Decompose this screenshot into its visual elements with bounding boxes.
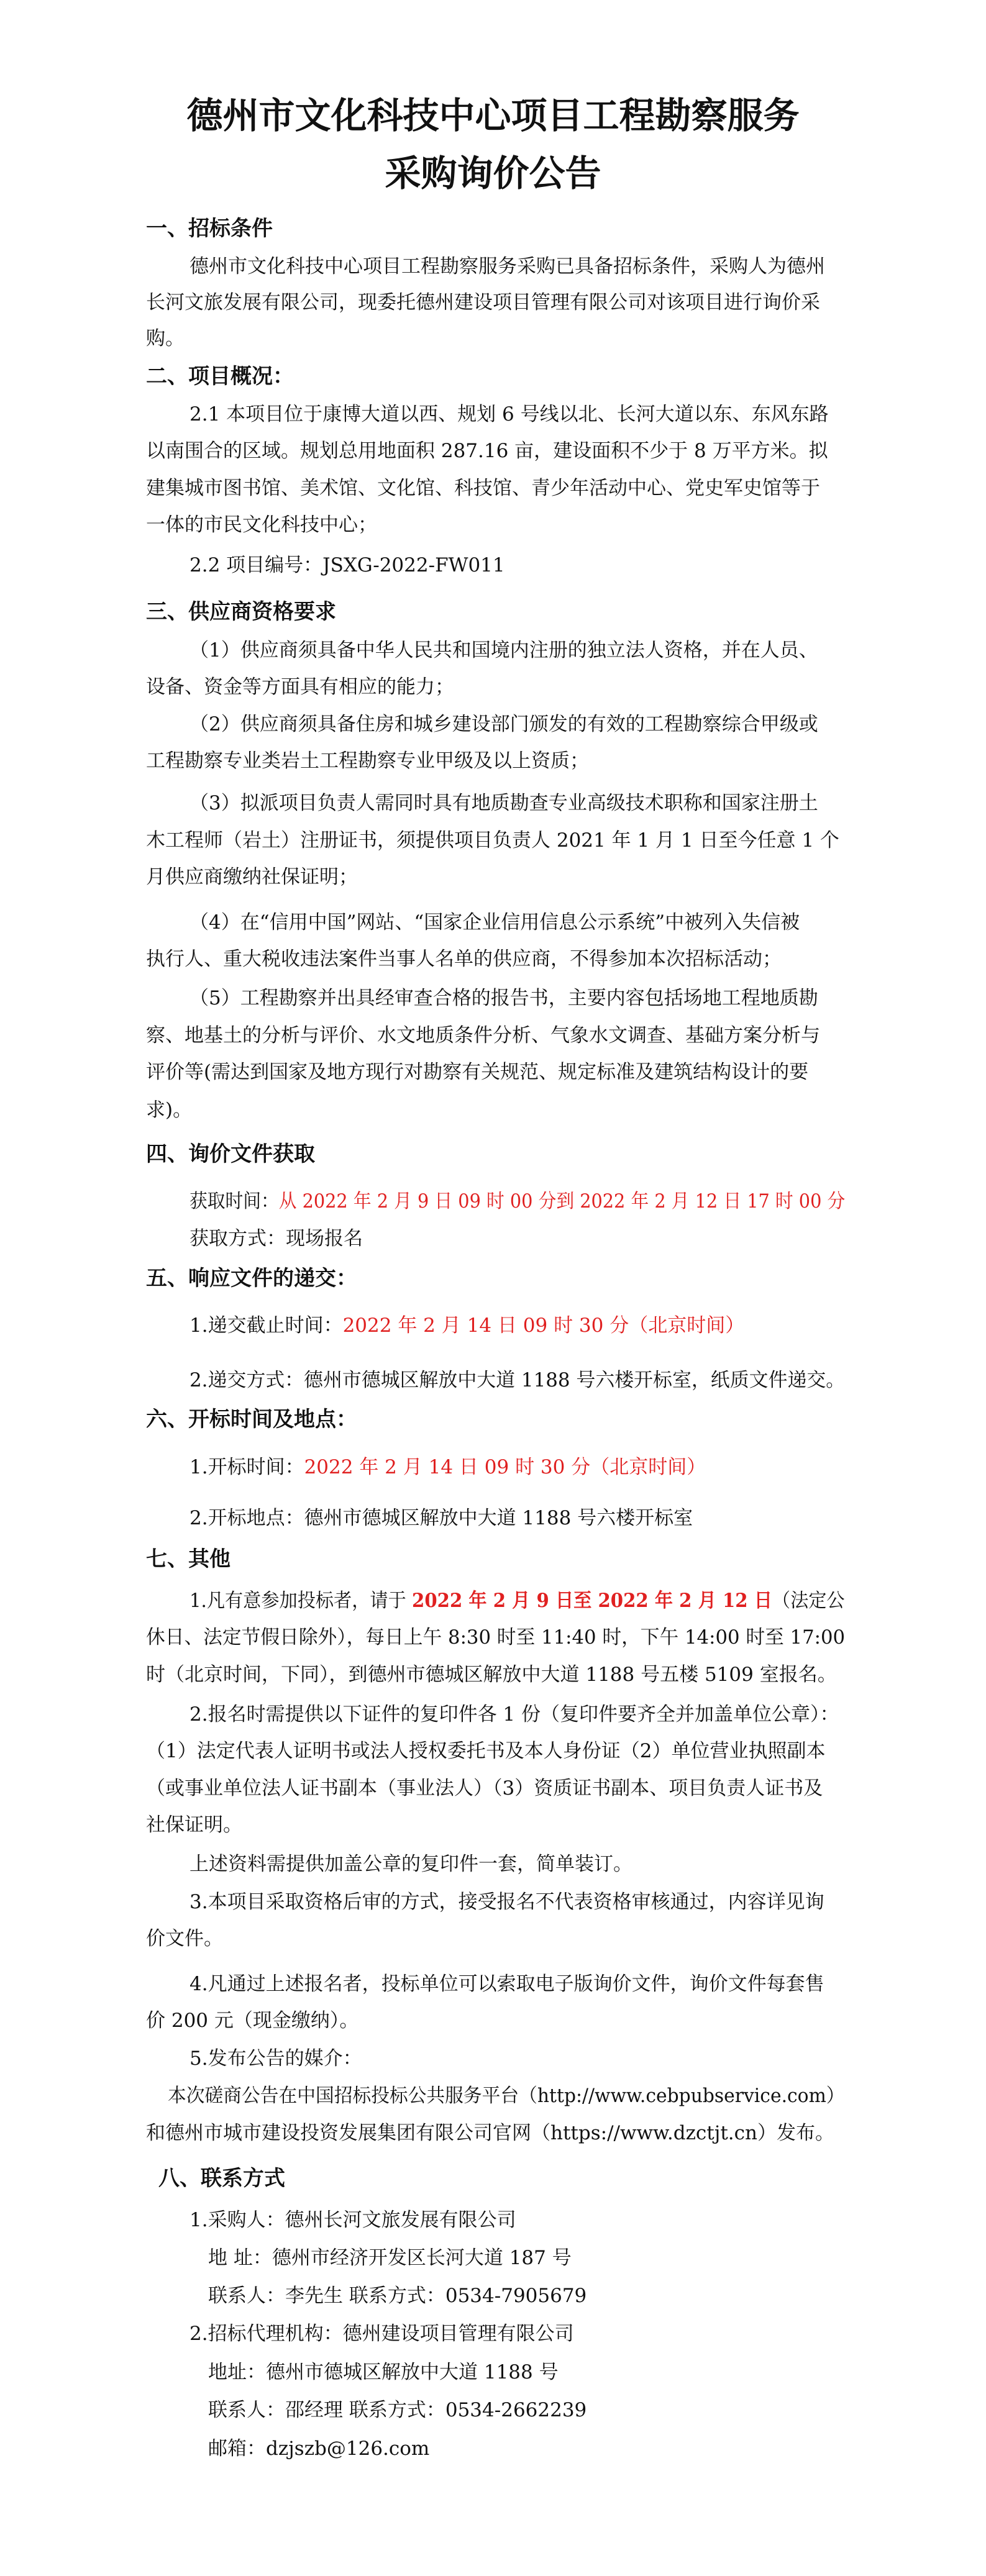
s3-text: 评价等(需达到国家及地方现行对勘察有关规范、规定标准及建筑结构设计的要 bbox=[146, 1061, 809, 1083]
s3-text: 设备、资金等方面具有相应的能力； bbox=[146, 676, 454, 698]
s7-text: 4.凡通过上述报名者，投标单位可以索取电子版询价文件，询价文件每套售 bbox=[189, 1973, 824, 1995]
section-3-heading: 三、供应商资格要求 bbox=[146, 599, 336, 624]
section-1-heading: 一、招标条件 bbox=[146, 216, 273, 241]
s3-text: 求)。 bbox=[146, 1099, 193, 1121]
s1-text: 长河文旅发展有限公司，现委托德州建设项目管理有限公司对该项目进行询价采 bbox=[146, 291, 820, 314]
s7-text: （1）法定代表人证明书或法人授权委托书及本人身份证（2）单位营业执照副本 bbox=[146, 1740, 826, 1762]
s3-text: 工程勘察专业类岩土工程勘察专业甲级及以上资质； bbox=[146, 750, 589, 772]
opening-time bbox=[189, 1454, 706, 1481]
section-8-heading: 八、联系方式 bbox=[158, 2166, 285, 2191]
submission-deadline-value: 2022 年 2 月 14 日 09 时 30 分（北京时间） bbox=[342, 1314, 745, 1337]
s3-text: 月供应商缴纳社保证明； bbox=[146, 866, 358, 888]
title-line-1: 德州市文化科技中心项目工程勘察服务 bbox=[186, 94, 800, 137]
s7-text: 5.发布公告的媒介： bbox=[189, 2047, 362, 2070]
buyer: 1.采购人：德州长河文旅发展有限公司 bbox=[189, 2209, 516, 2231]
agent-contact: 联系人：邵经理 联系方式：0534-2662239 bbox=[208, 2399, 587, 2421]
opening-location: 2.开标地点：德州市德城区解放中大道 1188 号六楼开标室 bbox=[189, 1507, 693, 1529]
opening-time-value: 2022 年 2 月 14 日 09 时 30 分（北京时间） bbox=[304, 1456, 706, 1478]
s3-text: 察、地基土的分析与评价、水文地质条件分析、气象水文调查、基础方案分析与 bbox=[146, 1024, 820, 1047]
section-7-heading: 七、其他 bbox=[146, 1547, 231, 1572]
title-line-2: 采购询价公告 bbox=[385, 152, 601, 194]
registration-text: （法定公 bbox=[772, 1590, 845, 1612]
s3-text: 执行人、重大税收违法案件当事人名单的供应商，不得参加本次招标活动； bbox=[146, 948, 782, 970]
agent: 2.招标代理机构：德州建设项目管理有限公司 bbox=[189, 2323, 574, 2345]
acquisition-method: 获取方式：现场报名 bbox=[189, 1227, 363, 1250]
s3-text: （3）拟派项目负责人需同时具有地质勘查专业高级技术职称和国家注册土 bbox=[189, 792, 818, 814]
s7-text: 2.报名时需提供以下证件的复印件各 1 份（复印件要齐全并加盖单位公章）： bbox=[189, 1703, 839, 1726]
s7-text: 休日、法定节假日除外），每日上午 8:30 时至 11:40 时，下午 14:00 时至 17:00 bbox=[146, 1626, 846, 1649]
s7-text: 上述资料需提供加盖公章的复印件一套，简单装订。 bbox=[189, 1853, 632, 1875]
agent-address: 地址：德州市德城区解放中大道 1188 号 bbox=[208, 2361, 559, 2383]
s3-text: 木工程师（岩土）注册证书，须提供项目负责人 2021 年 1 月 1 日至今任意 1 个 bbox=[146, 829, 839, 852]
submission-deadline-label: 1.递交截止时间： bbox=[189, 1314, 343, 1337]
buyer-contact: 联系人：李先生 联系方式：0534-7905679 bbox=[208, 2285, 587, 2307]
section-2-heading: 二、项目概况： bbox=[146, 364, 294, 389]
s7-text: 价文件。 bbox=[146, 1927, 223, 1950]
submission-deadline bbox=[189, 1312, 744, 1339]
s1-text: 德州市文化科技中心项目工程勘察服务采购已具备招标条件，采购人为德州 bbox=[189, 255, 825, 278]
s1-text: 购。 bbox=[146, 327, 185, 350]
buyer-address: 地 址：德州市经济开发区长河大道 187 号 bbox=[208, 2247, 572, 2269]
registration-dates: 2022 年 2 月 9 日至 2022 年 2 月 12 日 bbox=[412, 1590, 772, 1612]
s3-text: （4）在“信用中国”网站、“国家企业信用信息公示系统”中被列入失信被 bbox=[189, 911, 800, 934]
s7-text: 价 200 元（现金缴纳）。 bbox=[146, 2009, 359, 2032]
section-6-heading: 六、开标时间及地点： bbox=[146, 1407, 357, 1432]
registration-period bbox=[189, 1587, 845, 1614]
s3-text: （2）供应商须具备住房和城乡建设部门颁发的有效的工程勘察综合甲级或 bbox=[189, 713, 818, 735]
s3-text: （5）工程勘察并出具经审查合格的报告书，主要内容包括场地工程地质勘 bbox=[189, 987, 818, 1009]
s7-text: 3.本项目采取资格后审的方式，接受报名不代表资格审核通过，内容详见询 bbox=[189, 1891, 824, 1913]
s2-text: 2.1 本项目位于康博大道以西、规划 6 号线以北、长河大道以东、东风东路 bbox=[189, 403, 829, 426]
s3-text: （1）供应商须具备中华人民共和国境内注册的独立法人资格，并在人员、 bbox=[189, 639, 818, 662]
s7-text: 和德州市城市建设投资发展集团有限公司官网（https://www.dzctjt.cn）发布。 bbox=[146, 2122, 834, 2144]
acquisition-time bbox=[189, 1188, 845, 1215]
s2-text: 以南围合的区域。规划总用地面积 287.16 亩，建设面积不少于 8 万平方米。拟 bbox=[146, 440, 828, 462]
project-number: 2.2 项目编号：JSXG-2022-FW011 bbox=[189, 554, 505, 576]
agent-email: 邮箱：dzjszb@126.com bbox=[208, 2437, 430, 2460]
registration-text: 1.凡有意参加投标者，请于 bbox=[189, 1590, 413, 1612]
s7-text: 社保证明。 bbox=[146, 1814, 242, 1836]
opening-time-label: 1.开标时间： bbox=[189, 1456, 304, 1478]
s7-text: 本次磋商公告在中国招标投标公共服务平台（http://www.cebpubservice.com） bbox=[168, 2085, 845, 2107]
s2-text: 建集城市图书馆、美术馆、文化馆、科技馆、青少年活动中心、党史军史馆等于 bbox=[146, 477, 820, 499]
s7-text: （或事业单位法人证书副本（事业法人）（3）资质证书副本、项目负责人证书及 bbox=[146, 1777, 823, 1800]
section-4-heading: 四、询价文件获取 bbox=[146, 1142, 315, 1167]
submission-method: 2.递交方式：德州市德城区解放中大道 1188 号六楼开标室，纸质文件递交。 bbox=[189, 1369, 846, 1391]
acquisition-time-label: 获取时间： bbox=[189, 1190, 279, 1213]
s2-text: 一体的市民文化科技中心； bbox=[146, 514, 377, 536]
s7-text: 时（北京时间，下同），到德州市德城区解放中大道 1188 号五楼 5109 室报名。 bbox=[146, 1663, 837, 1686]
acquisition-time-value: 从 2022 年 2 月 9 日 09 时 00 分到 2022 年 2 月 12 日 17 时 00 分 bbox=[278, 1190, 846, 1213]
section-5-heading: 五、响应文件的递交： bbox=[146, 1266, 357, 1291]
